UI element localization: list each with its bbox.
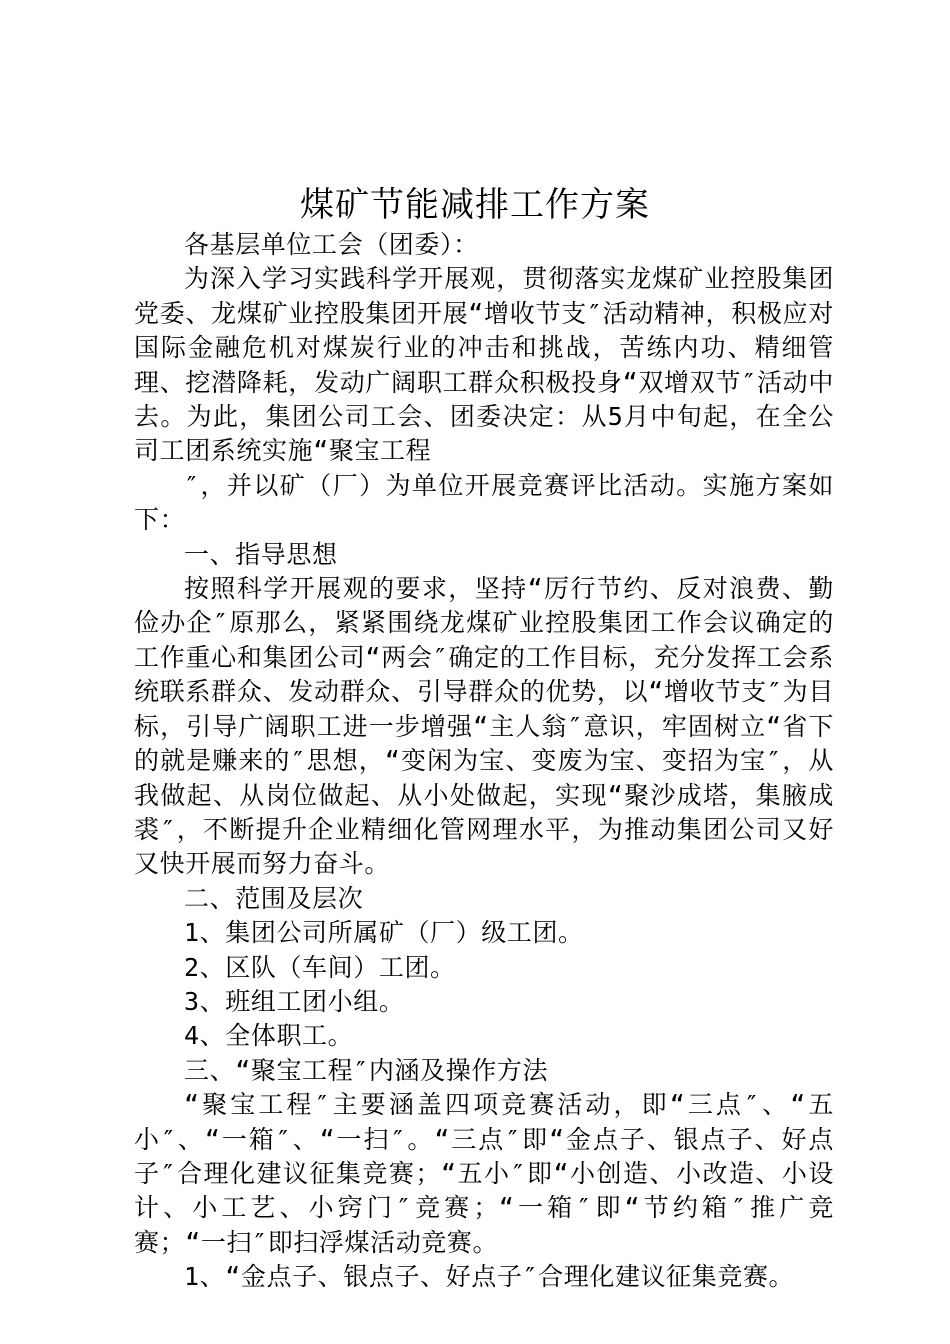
salutation-paragraph: 各基层单位工会（团委）： — [184, 230, 479, 259]
section-heading-guiding-ideology: 一、指导思想 — [184, 539, 338, 569]
section-heading-connotation: 三、“聚宝工程″内涵及操作方法 — [184, 1055, 549, 1085]
document-body — [134, 228, 834, 1295]
scope-item: 1、集团公司所属矿（厂）级工团。 — [184, 918, 584, 948]
connotation-paragraph: “聚宝工程″主要涵盖四项竞赛活动，即“三点″、“五小″、“一箱″、“一扫″。“三点″即“金点子、银点子、好点子″合理化建议征集竞赛；“五小″即“小创造、小改造、小设计、小工艺、小窍门″竞赛；“一箱″即“节约箱″推广竞赛；“一扫″即扫浮煤活动竞赛。 — [134, 1090, 834, 1257]
scope-item: 3、班组工团小组。 — [184, 986, 405, 1016]
scope-item: 4、全体职工。 — [184, 1021, 354, 1051]
intro-paragraph: 为深入学习实践科学开展观，贯彻落实龙煤矿业控股集团党委、龙煤矿业控股集团开展“增收节支″活动精神，积极应对国际金融危机对煤炭行业的冲击和挑战，苦练内功、精细管理、挖潜降耗，发动广阔职工群众积极投身“双增双节″活动中去。为此，集团公司工会、团委决定：从5月中旬起，在全公司工团系统实施“聚宝工程 — [134, 264, 834, 466]
subsection-heading: 1、“金点子、银点子、好点子″合理化建议征集竞赛。 — [184, 1262, 795, 1292]
intro-continuation-paragraph: ″，并以矿（厂）为单位开展竞赛评比活动。实施方案如下： — [134, 470, 834, 535]
section-heading-scope: 二、范围及层次 — [184, 883, 364, 913]
document-title: 煤矿节能减排工作方案 — [300, 185, 650, 225]
scope-item: 2、区队（车间）工团。 — [184, 952, 456, 982]
guiding-ideology-paragraph: 按照科学开展观的要求，坚持“厉行节约、反对浪费、勤俭办企″原那么，紧紧围绕龙煤矿业控股集团工作会议确定的工作重心和集团公司“两会″确定的工作目标，充分发挥工会系统联系群众、发动群众、引导群众的优势，以“增收节支″为目标，引导广阔职工进一步增强“主人翁″意识，牢固树立“省下的就是赚来的″思想，“变闲为宝、变废为宝、变招为宝″，从我做起、从岗位做起、从小处做起，实现“聚沙成塔，集腋成裘″，不断提升企业精细化管网理水平，为推动集团公司又好又快开展而努力奋斗。 — [134, 574, 834, 879]
